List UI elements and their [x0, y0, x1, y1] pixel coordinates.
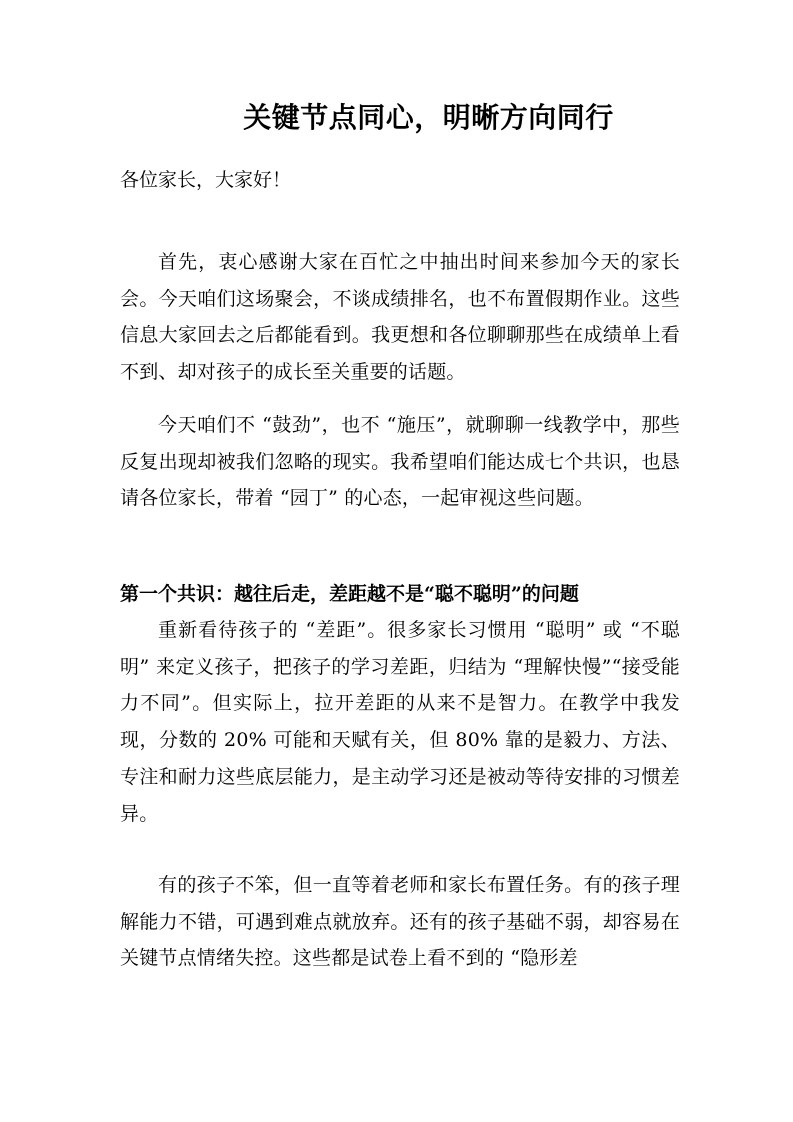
section-paragraph-2: 有的孩子不笨，但一直等着老师和家长布置任务。有的孩子理解能力不错，可遇到难点就放弃。还有的孩子基础不弱，却容易在关键节点情绪失控。这些都是试卷上看不到的 “隐形差 — [120, 874, 680, 970]
greeting-text: 各位家长，大家好！ — [120, 169, 292, 191]
intro-paragraph-2: 今天咱们不 “鼓劲”，也不 “施压”，就聊聊一线教学中，那些反复出现却被我们忽略的现实。我希望咱们能达成七个共识，也恳请各位家长，带着 “园丁” 的心态，一起审视这些问题。 — [120, 414, 680, 510]
document-title: 关键节点同心，明晰方向同行 — [243, 101, 614, 134]
section-paragraph-1: 重新看待孩子的 “差距”。很多家长习惯用 “聪明” 或 “不聪明” 来定义孩子，把孩子的学习差距，归结为 “理解快慢”“接受能力不同”。但实际上，拉开差距的从来不是智力。在教学中我发现，分数的 20% 可能和天赋有关，但 80% 靠的是毅力、方法、专注和耐力这些底层能力，是主动学习还是被动等待安排的习惯差异。 — [120, 619, 680, 825]
section-heading-consensus-1: 第一个共识：越往后走，差距越不是“聪不聪明”的问题 — [120, 583, 579, 605]
intro-paragraph-1: 首先，衷心感谢大家在百忙之中抽出时间来参加今天的家长会。今天咱们这场聚会，不谈成绩排名，也不布置假期作业。这些信息大家回去之后都能看到。我更想和各位聊聊那些在成绩单上看不到、却对孩子的成长至关重要的话题。 — [120, 251, 680, 384]
